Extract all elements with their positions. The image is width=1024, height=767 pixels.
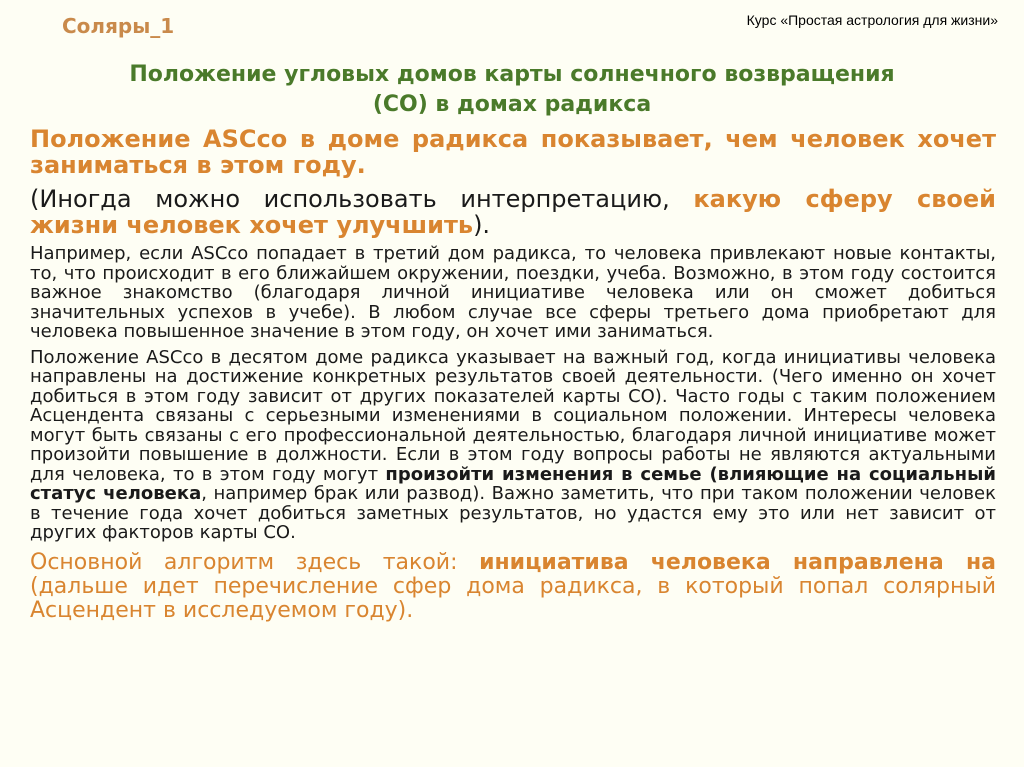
interpretation-close: ). (473, 211, 491, 239)
slide-body (30, 126, 996, 623)
tenth-house-bold: произойти изменения в семье (влияющие на социальный статус человека (30, 463, 996, 504)
interpretation-highlight: какую сферу своей жизни человек хочет улучшить (30, 185, 996, 239)
tenth-house-end: , например брак или развод). Важно заметить, что при таком положении человек в течение года хочет добиться заметных результатов, но удастся ему это или нет зависит от других факторов карты СО. (30, 483, 996, 543)
title-line-2: (СО) в домах радикса (372, 92, 652, 117)
algorithm-text: Основной алгоритм здесь такой: (30, 549, 480, 575)
algorithm-bold: инициатива человека направлена на (479, 549, 996, 575)
interpretation-text: (Иногда можно использовать интерпретацию, (30, 185, 694, 213)
slide-label: Соляры_1 (62, 14, 175, 38)
slide-title (40, 60, 984, 120)
paragraph-algorithm (30, 551, 996, 623)
title-line-1: Положение угловых домов карты солнечного возвращения (129, 62, 895, 87)
course-name: Курс «Простая астрология для жизни» (746, 12, 998, 28)
tenth-house-text: Положение ASCсо в десятом доме радикса указывает на важный год, когда инициативы человека направлены на достижение конкретных результатов своей деятельности. (Чего именно он хочет добиться в этом году зависит от других показателей карты СО). Часто годы с таким положением Асцендента связаны с серьезными изменениями в социальном положении. Интересы человека могут быть связаны с его профессиональной деятельностью, благодаря личной инициативе может произойти повышение в должности. Если в этом году вопросы работы не являются актуальными для человека, то в этом году могут (30, 346, 996, 485)
paragraph-third-house: Например, если ASCсо попадает в третий дом радикса, то человека привлекают новые контакты, то, что происходит в его ближайшем окружении, поездки, учеба. Возможно, в этом году состоится важное знакомство (благодаря личной инициативе человека или он сможет добиться значительных успехов в учебе). В любом случае все сферы третьего дома приобретают для человека повышенное значение в этом году, он хочет ими заниматься. (30, 243, 996, 342)
paragraph-interpretation (30, 186, 996, 238)
paragraph-tenth-house (30, 348, 996, 543)
paragraph-asc-meaning: Положение ASCсо в доме радикса показывает, чем человек хочет заниматься в этом году. (30, 125, 996, 179)
algorithm-end: (дальше идет перечисление сфер дома радикса, в который попал солярный Асцендент в исследуемом году). (30, 573, 996, 623)
